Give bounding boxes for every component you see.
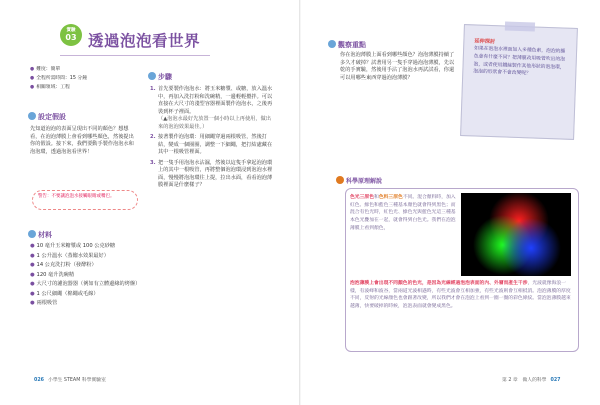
hypothesis-heading: 設定假設: [28, 112, 66, 122]
step-item: 3. 把一隻手用泡泡水沾濕，然後以這隻手拿起泡泡環上的其中一根吸管，再將整個泡泡環浸到泡泡水裡面，慢慢將泡泡環往上提，拉出水面，看看泡泡薄膜裡面是什麼樣子？: [150, 159, 273, 189]
flask-icon: [28, 230, 36, 238]
list-item: ● 兩根吸管: [30, 300, 58, 307]
list-item: ● 1 公升溫水（蒸餾水效果最好）: [30, 252, 109, 259]
meta-item: ● 全程所需時間：15 分鐘: [30, 75, 88, 81]
title-underline: [60, 55, 210, 56]
science-paragraph-1: 色光三原色和色料三原色不同。混合顏料時，加入紅色、綠色和藍色三種基本顏色就會得到黑色；而混合有色光時，紅色光、綠色光與藍色光這三種基本色光疊加在一起，就會得到白色光。我們在泡泡薄膜上看到顏色，: [350, 195, 456, 231]
page-title: 透過泡泡看世界: [88, 32, 201, 50]
rgb-light-photo: [461, 193, 571, 276]
warning-note: 警告：不要讓泡泡水接觸眼睛或嘴巴。: [32, 190, 138, 210]
meta-item: ● 難度：簡單: [30, 67, 61, 72]
extension-heading: 延伸探討: [474, 38, 496, 46]
tape-decoration: [505, 21, 535, 31]
badge-number: 03: [65, 33, 77, 42]
meta-info: [30, 67, 130, 94]
materials-heading: 材料: [28, 230, 52, 240]
footer-left: 026 小學生 STEAM 科學實驗室: [34, 378, 106, 383]
step-item: 2. 接著製作泡泡環：用細繩穿過兩根吸管，然後打結，變成一個圈圈，調整一下細繩，把打結處藏在其中一根吸管裡面。: [150, 134, 273, 156]
badge-label: 實驗: [66, 28, 76, 33]
page-spine: [299, 0, 301, 405]
science-heading: 科學原理解說: [336, 176, 382, 187]
list-item: ● 大尺寸的濾泡器器（例如有立體邊緣的烤盤）: [30, 281, 141, 288]
extension-card: [460, 24, 578, 140]
list-item: ● 1 公尺細繩（棉繩或毛線）: [30, 290, 99, 297]
extension-text: 如果在泡泡水裡面加入多種色素，泡泡的顏色會有什麼不同？把薄膜改用吸管吹出的泡泡，或者使用鐵絲製作其他形狀的泡泡環，泡泡的形狀會不會改變呢？: [473, 46, 566, 77]
atom-icon: [336, 176, 344, 184]
lightbulb-icon: [28, 112, 36, 120]
magnifier-icon: [328, 40, 336, 48]
list-item: ● 14 公克洗打粉（發酵粉）: [30, 262, 97, 269]
observation-text: 你在泡泡薄膜上面看到哪些顏色？泡泡薄膜持續了多久才破掉？試著用另一隻手穿過泡泡薄膜，先以乾的手實驗，然後用手沾了泡泡水再試試看，你還可以用哪些東西穿過泡泡薄膜？: [340, 52, 455, 81]
meta-item: ● 相關領域：工程: [30, 84, 70, 90]
hypothesis-text: 先知道泡泡的表面呈現出不同的顏色？想想看，在泡泡薄膜上會看到哪些顏色，然後提出你的假設。接下來，我們要動手製作泡泡水和泡泡環，透過泡泡看世界！: [30, 126, 134, 155]
list-item: ● 120 毫升洗碗精: [30, 271, 75, 278]
observation-heading: 觀察重點: [328, 40, 366, 50]
step-item: 1. 首先要製作泡泡水：將玉米糖漿、或糖，放入溫水中，再加入洗打粉和洗碗精，一邊輕輕攪拌。可以直接在大尺寸的淺型容器裡面製作泡泡水，之後再裝到杯子裡面。 （▲泡泡水最好先放置一個小時以上再使用，做出來的泡泡效果最佳。）: [150, 86, 273, 130]
science-paragraph-2: 泡泡薄膜上會出現不同顏色的色光，是因為光線經過泡泡表面的內、外層而產生干涉，光波就像海浪一樣，有波峰和波谷，當兩道光波相遇時，有些光波會互相加強，有些光波則會互相抵消。泡泡薄膜的厚度不同，反射的光線顏色也會跟著改變，所以我們才會在泡泡上看到一圈一圈的彩色條紋。當泡泡薄膜越來越薄，快要破掉的時候，泡泡表面就會變成黑色。: [350, 281, 571, 310]
blue-light: [501, 218, 561, 276]
steps-list: [150, 86, 275, 193]
list-item: ● 10 毫升玉米糖漿或 100 公克砂糖: [30, 243, 116, 249]
footer-right: 第 2 章 做人的科學 027: [502, 378, 561, 383]
experiment-badge: [60, 24, 82, 46]
footprint-icon: [148, 72, 156, 80]
materials-list: [30, 243, 145, 310]
steps-heading: 步驟: [148, 72, 172, 82]
